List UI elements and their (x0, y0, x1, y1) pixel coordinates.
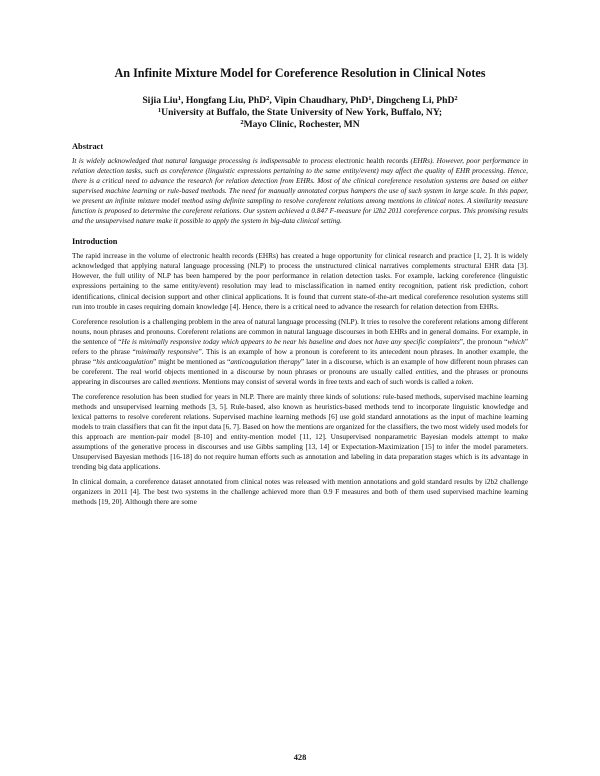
intro-paragraph-4: In clinical domain, a coreference dataset annotated from clinical notes was released with mention annotations and gold standard results by i2b2 challenge organizers in 2011 [4]. The best two systems in the challenge achieved more than 0.9 F measures and both of them used supervised machine learning methods [19, 20]. Although there are some (72, 477, 528, 507)
affiliation-text: Mayo Clinic, Rochester, MN (243, 119, 360, 130)
author-affiliation-mark: 2 (454, 95, 458, 102)
intro-paragraph-3: The coreference resolution has been studied for years in NLP. There are mainly three kinds of solutions: rule-based methods, supervised machine learning methods and unsupervised learning methods [3, 5]. Rule-based, also known as heuristics-based methods tend to incorporate linguistic knowledge and lexical patterns to resolve coreferent relations. Supervised machine learning methods [6] use gold standard annotations as the input of machine learning models to train classifiers that can fit the input data [6, 7]. Based on how the mentions are organized for the classifiers, the two most widely used models for this approach are mention-pair model [8-10] and entity-mention model [11, 12]. Unsupervised nonparametric Bayesian models attempt to make assumptions of the generative process in discourses and use Gibbs sampling [13, 14] or Expectation-Maximization [15] to infer the model parameters. Unsupervised Bayesian methods [16-18] do not require human efforts such as annotation and labeling in data preparation stages which is its advantage in trending big data applications. (72, 391, 529, 472)
author-separator: , (269, 95, 274, 106)
example-sentence: He is minimally responsive today which appears to be near his baseline and does not have any specific complaints (121, 336, 460, 346)
author-affiliation-mark: 1 (368, 95, 372, 102)
intro-paragraph-2 (72, 317, 528, 387)
defined-term: token (455, 376, 472, 386)
text-run: , and the phrases or pronouns appearing in discourses are called (72, 366, 528, 386)
author-name: Dingcheng Li, PhD (376, 95, 455, 106)
abstract-italic-start: It is widely acknowledged that natural language processing is indispensable to process (72, 156, 333, 165)
author-separator: , (371, 95, 377, 106)
author-name: Sijia Liu (142, 95, 178, 106)
abstract-heading: Abstract (72, 142, 104, 151)
text-run: . (471, 376, 474, 386)
example-term: his anticoagulation (96, 356, 154, 366)
author-separator: , (181, 95, 186, 106)
defined-term: entities (415, 366, 437, 376)
text-run: ” might be mentioned as “ (153, 356, 231, 366)
abstract-text (72, 156, 528, 226)
introduction-heading: Introduction (72, 237, 118, 247)
text-run: ” refers to the phrase “ (72, 336, 529, 356)
text-run: ”, the pronoun “ (459, 336, 508, 346)
abstract-italic-rest: (EHRs). However, poor performance in relation detection tasks, such as coreference (linguistic expressions pertaining to the same entity/event) may affect the quality of EHR processing. Hence, there is a critical need to advance the research for relation detection from EHRs. Most of the clinical coreference resolution systems are based on either supervised machine learning or rule-based methods. The need for manually annotated corpus hampers the use of such system in large scale. In this paper, we present an infinite mixture model method using definite sampling to resolve coreferent relations among mentions in clinical notes. A similarity measure function is proposed to determine the coreferent relations. Our system achieved a 0.847 F-measure for i2b2 2011 coreference corpus. This promising results and the unsupervised nature make it possible to apply the system in big-data clinical setting. (72, 156, 528, 226)
text-run: ” later in a discourse, which is an example of how different noun phrases can be coreferent. The real world objects mentioned in a discourse by noun phrases or pronouns are usually called (72, 356, 528, 376)
paper-title: An Infinite Mixture Model for Coreference Resolution in Clinical Notes (114, 66, 486, 80)
text-run: ”. This is an example of how a pronoun is coreferent to its antecedent noun phrases. In another example, the phrase “ (72, 346, 528, 366)
paper-page (72, 66, 528, 512)
example-term: which (507, 336, 525, 346)
intro-paragraph-1: The rapid increase in the volume of electronic health records (EHRs) has created a huge opportunity for clinical research and practice [1, 2]. It is widely acknowledged that applying natural language processing (NLP) to process the unstructured clinical narratives complements structural EHR data [3]. However, the full utility of NLP has been hampered by the poor performance in relation detection tasks. For example, lacking coreference (linguistic expressions pertaining to the same entity/event) resolution may lead to misclassification in named entity recognition, patient risk prediction, cohort identifications, clinical decision support and other clinical applications. It is found that current state-of-the-art medical coreference resolution systems still run into trouble in cases requiring domain knowledge [4]. Hence, there is a critical need to advance the research for relation detection from EHRs. (72, 251, 528, 311)
affiliation-number: 2 (240, 119, 244, 126)
affiliation-text: University at Buffalo, the State University of New York, Buffalo, NY; (161, 107, 443, 118)
affiliation-1 (72, 107, 528, 119)
defined-term: mentions (172, 376, 199, 386)
page-number: 428 (293, 753, 307, 762)
affiliation-2 (72, 119, 528, 131)
example-term: anticoagulation therapy (230, 356, 301, 366)
text-run: Coreference resolution is a challenging problem in the area of natural language processing (NLP). It tries to resolve the coreferent relations among different nouns, noun phrases and pronouns. Coreferent relations are common in natural language discourses in both EHRs and in general domains. For example, in the sentence of “ (72, 316, 528, 346)
author-affiliation-mark: 2 (266, 95, 270, 102)
affiliation-number: 1 (157, 107, 162, 114)
example-term: minimally responsive (135, 346, 199, 356)
author-affiliation-mark: 1 (177, 95, 182, 102)
author-list (72, 95, 528, 107)
author-name: Hongfang Liu, PhD (185, 95, 267, 106)
text-run: . Mentions may consist of several words in free texts and each of such words is called a (198, 376, 456, 386)
author-name: Vipin Chaudhary, PhD (273, 95, 369, 106)
abstract-upright: electronic health records (332, 156, 409, 165)
